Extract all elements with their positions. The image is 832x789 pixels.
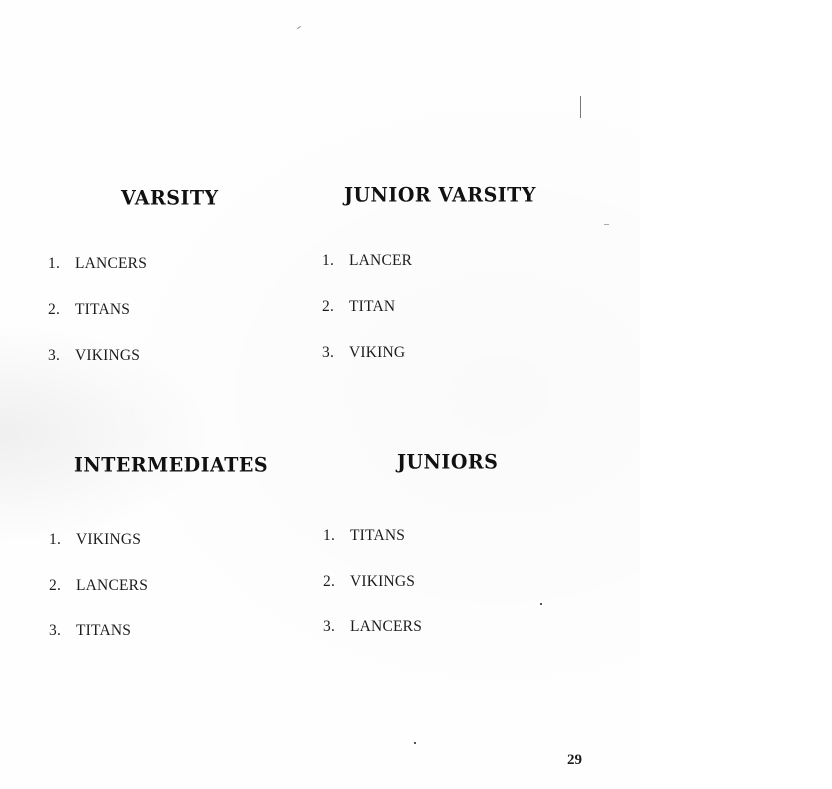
item-team: TITANS bbox=[350, 527, 406, 544]
item-number: 3. bbox=[323, 618, 336, 635]
list-item bbox=[48, 347, 140, 365]
scan-mark bbox=[297, 26, 301, 29]
page-margin bbox=[640, 0, 832, 789]
item-number: 1. bbox=[322, 252, 335, 269]
section-heading-junior-varsity: JUNIOR VARSITY bbox=[344, 183, 536, 207]
item-number: 2. bbox=[323, 573, 336, 590]
item-team: TITAN bbox=[349, 298, 396, 315]
item-number: 2. bbox=[322, 298, 335, 315]
list-item bbox=[322, 252, 412, 270]
page-number: 29 bbox=[567, 752, 582, 768]
item-team: LANCERS bbox=[76, 577, 149, 594]
item-number: 2. bbox=[49, 577, 62, 594]
list-item bbox=[323, 527, 405, 545]
item-team: LANCER bbox=[349, 252, 413, 269]
scan-mark bbox=[540, 603, 542, 605]
item-team: TITANS bbox=[75, 301, 131, 318]
item-team: VIKINGS bbox=[350, 573, 416, 590]
section-heading-intermediates: INTERMEDIATES bbox=[74, 453, 269, 477]
list-item bbox=[323, 573, 415, 591]
list-item bbox=[322, 298, 395, 316]
item-team: LANCERS bbox=[75, 255, 148, 272]
item-number: 1. bbox=[49, 531, 62, 548]
list-item bbox=[49, 531, 141, 549]
section-heading-varsity: VARSITY bbox=[121, 186, 219, 210]
item-team: VIKINGS bbox=[75, 347, 141, 364]
item-number: 2. bbox=[48, 301, 61, 318]
item-number: 3. bbox=[49, 622, 62, 639]
scan-mark bbox=[414, 742, 416, 744]
section-heading-juniors: JUNIORS bbox=[397, 450, 499, 474]
item-team: LANCERS bbox=[350, 618, 423, 635]
list-item bbox=[49, 577, 148, 595]
list-item bbox=[49, 622, 131, 640]
item-number: 3. bbox=[48, 347, 61, 364]
item-team: TITANS bbox=[76, 622, 132, 639]
item-number: 1. bbox=[323, 527, 336, 544]
list-item bbox=[322, 344, 405, 362]
item-number: 3. bbox=[322, 344, 335, 361]
item-team: VIKING bbox=[349, 344, 406, 361]
item-number: 1. bbox=[48, 255, 61, 272]
list-item bbox=[48, 301, 130, 319]
scan-mark bbox=[580, 96, 581, 118]
list-item bbox=[48, 255, 147, 273]
item-team: VIKINGS bbox=[76, 531, 142, 548]
scan-mark bbox=[604, 224, 609, 225]
list-item bbox=[323, 618, 422, 636]
